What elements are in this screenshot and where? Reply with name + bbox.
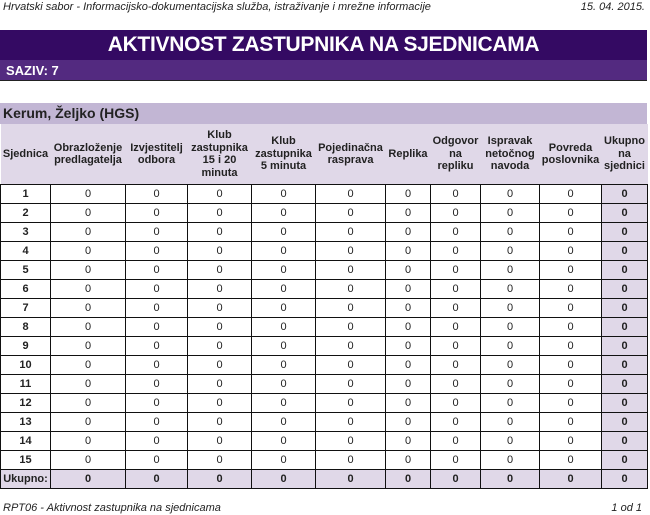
cell-value: 0 <box>126 223 188 242</box>
session-total: 0 <box>602 280 648 299</box>
session-number: 9 <box>1 337 51 356</box>
report-id: RPT06 - Aktivnost zastupnika na sjednicama <box>3 502 221 514</box>
cell-value: 0 <box>540 470 602 489</box>
session-number: 2 <box>1 204 51 223</box>
table-row <box>1 375 648 394</box>
table-row <box>1 451 648 470</box>
cell-value: 0 <box>431 185 481 204</box>
cell-value: 0 <box>252 185 316 204</box>
cell-value: 0 <box>316 185 386 204</box>
cell-value: 0 <box>51 242 126 261</box>
cell-value: 0 <box>431 356 481 375</box>
cell-value: 0 <box>386 337 431 356</box>
session-total: 0 <box>602 299 648 318</box>
cell-value: 0 <box>316 299 386 318</box>
cell-value: 0 <box>540 356 602 375</box>
table-row <box>1 318 648 337</box>
cell-value: 0 <box>540 204 602 223</box>
table-row <box>1 299 648 318</box>
cell-value: 0 <box>316 356 386 375</box>
member-bar <box>0 103 647 124</box>
session-number: 8 <box>1 318 51 337</box>
cell-value: 0 <box>188 318 252 337</box>
cell-value: 0 <box>188 185 252 204</box>
total-row <box>1 470 648 489</box>
column-header: Ispravak netočnog navoda <box>481 124 540 185</box>
cell-value: 0 <box>252 394 316 413</box>
cell-value: 0 <box>540 337 602 356</box>
cell-value: 0 <box>252 432 316 451</box>
session-total: 0 <box>602 318 648 337</box>
session-total: 0 <box>602 204 648 223</box>
cell-value: 0 <box>188 375 252 394</box>
cell-value: 0 <box>386 394 431 413</box>
cell-value: 0 <box>386 413 431 432</box>
session-total: 0 <box>602 451 648 470</box>
cell-value: 0 <box>316 375 386 394</box>
cell-value: 0 <box>386 318 431 337</box>
session-total: 0 <box>602 185 648 204</box>
table-row <box>1 204 648 223</box>
cell-value: 0 <box>431 413 481 432</box>
cell-value: 0 <box>481 356 540 375</box>
cell-value: 0 <box>51 185 126 204</box>
cell-value: 0 <box>431 470 481 489</box>
cell-value: 0 <box>188 204 252 223</box>
cell-value: 0 <box>540 299 602 318</box>
cell-value: 0 <box>51 337 126 356</box>
session-total: 0 <box>602 242 648 261</box>
cell-value: 0 <box>540 185 602 204</box>
cell-value: 0 <box>386 280 431 299</box>
cell-value: 0 <box>51 280 126 299</box>
cell-value: 0 <box>481 470 540 489</box>
cell-value: 0 <box>316 432 386 451</box>
cell-value: 0 <box>431 451 481 470</box>
organization-name: Hrvatski sabor - Informacijsko-dokumentacijska služba, istraživanje i mrežne informacije <box>3 1 431 13</box>
cell-value: 0 <box>51 204 126 223</box>
session-total: 0 <box>602 261 648 280</box>
table-row <box>1 242 648 261</box>
cell-value: 0 <box>540 451 602 470</box>
cell-value: 0 <box>51 413 126 432</box>
session-total: 0 <box>602 223 648 242</box>
cell-value: 0 <box>540 413 602 432</box>
cell-value: 0 <box>188 261 252 280</box>
cell-value: 0 <box>481 223 540 242</box>
cell-value: 0 <box>188 299 252 318</box>
cell-value: 0 <box>51 223 126 242</box>
session-number: 12 <box>1 394 51 413</box>
cell-value: 0 <box>252 451 316 470</box>
session-number: 6 <box>1 280 51 299</box>
page-number: 1 od 1 <box>611 502 642 514</box>
cell-value: 0 <box>51 451 126 470</box>
cell-value: 0 <box>188 280 252 299</box>
cell-value: 0 <box>252 470 316 489</box>
cell-value: 0 <box>481 337 540 356</box>
column-header: Replika <box>386 124 431 185</box>
cell-value: 0 <box>316 204 386 223</box>
cell-value: 0 <box>126 185 188 204</box>
session-total: 0 <box>602 394 648 413</box>
session-number: 3 <box>1 223 51 242</box>
member-name: Kerum, Željko (HGS) <box>3 105 140 121</box>
cell-value: 0 <box>386 375 431 394</box>
cell-value: 0 <box>188 413 252 432</box>
session-number: 10 <box>1 356 51 375</box>
table-row <box>1 261 648 280</box>
cell-value: 0 <box>126 242 188 261</box>
cell-value: 0 <box>540 432 602 451</box>
cell-value: 0 <box>126 413 188 432</box>
column-header: Sjednica <box>1 124 51 185</box>
cell-value: 0 <box>316 337 386 356</box>
column-header: Obrazloženje predlagatelja <box>51 124 126 185</box>
cell-value: 0 <box>431 337 481 356</box>
cell-value: 0 <box>252 413 316 432</box>
cell-value: 0 <box>252 337 316 356</box>
table-row <box>1 337 648 356</box>
cell-value: 0 <box>481 204 540 223</box>
cell-value: 0 <box>126 318 188 337</box>
cell-value: 0 <box>126 204 188 223</box>
activity-table <box>0 124 648 489</box>
cell-value: 0 <box>481 185 540 204</box>
cell-value: 0 <box>481 394 540 413</box>
cell-value: 0 <box>188 451 252 470</box>
cell-value: 0 <box>316 223 386 242</box>
cell-value: 0 <box>316 242 386 261</box>
session-number: 4 <box>1 242 51 261</box>
session-number: 15 <box>1 451 51 470</box>
cell-value: 0 <box>540 242 602 261</box>
cell-value: 0 <box>51 432 126 451</box>
cell-value: 0 <box>386 204 431 223</box>
session-total: 0 <box>602 413 648 432</box>
cell-value: 0 <box>431 318 481 337</box>
cell-value: 0 <box>188 432 252 451</box>
cell-value: 0 <box>540 223 602 242</box>
cell-value: 0 <box>126 432 188 451</box>
cell-value: 0 <box>316 470 386 489</box>
cell-value: 0 <box>481 318 540 337</box>
cell-value: 0 <box>386 432 431 451</box>
cell-value: 0 <box>386 185 431 204</box>
cell-value: 0 <box>252 261 316 280</box>
session-number: 5 <box>1 261 51 280</box>
cell-value: 0 <box>252 318 316 337</box>
session-total: 0 <box>602 432 648 451</box>
cell-value: 0 <box>481 413 540 432</box>
cell-value: 0 <box>481 261 540 280</box>
cell-value: 0 <box>126 451 188 470</box>
cell-value: 0 <box>386 242 431 261</box>
column-header: Klub zastupnika 5 minuta <box>252 124 316 185</box>
cell-value: 0 <box>51 299 126 318</box>
cell-value: 0 <box>431 394 481 413</box>
cell-value: 0 <box>252 280 316 299</box>
cell-value: 0 <box>126 299 188 318</box>
cell-value: 0 <box>316 451 386 470</box>
table-header-row <box>1 124 648 185</box>
cell-value: 0 <box>126 375 188 394</box>
table-row <box>1 280 648 299</box>
column-header: Klub zastupnika 15 i 20 minuta <box>188 124 252 185</box>
cell-value: 0 <box>481 242 540 261</box>
session-number: 11 <box>1 375 51 394</box>
cell-value: 0 <box>188 394 252 413</box>
cell-value: 0 <box>126 356 188 375</box>
cell-value: 0 <box>431 280 481 299</box>
cell-value: 0 <box>51 470 126 489</box>
session-total: 0 <box>602 470 648 489</box>
cell-value: 0 <box>431 242 481 261</box>
saziv-label: SAZIV: 7 <box>6 63 59 78</box>
cell-value: 0 <box>386 261 431 280</box>
cell-value: 0 <box>386 356 431 375</box>
cell-value: 0 <box>386 470 431 489</box>
report-title: AKTIVNOST ZASTUPNIKA NA SJEDNICAMA <box>0 30 647 60</box>
cell-value: 0 <box>540 375 602 394</box>
column-header: Izvjestitelj odbora <box>126 124 188 185</box>
cell-value: 0 <box>316 394 386 413</box>
table-body <box>1 185 648 489</box>
session-number: 7 <box>1 299 51 318</box>
cell-value: 0 <box>51 356 126 375</box>
cell-value: 0 <box>316 318 386 337</box>
saziv-bar <box>0 60 647 81</box>
column-header: Ukupno na sjednici <box>602 124 648 185</box>
table-row <box>1 432 648 451</box>
cell-value: 0 <box>316 413 386 432</box>
cell-value: 0 <box>431 375 481 394</box>
table-row <box>1 356 648 375</box>
cell-value: 0 <box>126 394 188 413</box>
cell-value: 0 <box>481 451 540 470</box>
cell-value: 0 <box>51 261 126 280</box>
cell-value: 0 <box>51 375 126 394</box>
table-row <box>1 413 648 432</box>
session-number: Ukupno: <box>1 470 51 489</box>
cell-value: 0 <box>126 261 188 280</box>
cell-value: 0 <box>386 299 431 318</box>
cell-value: 0 <box>386 451 431 470</box>
cell-value: 0 <box>252 242 316 261</box>
table-row <box>1 223 648 242</box>
cell-value: 0 <box>188 470 252 489</box>
session-total: 0 <box>602 375 648 394</box>
table-row <box>1 394 648 413</box>
cell-value: 0 <box>126 280 188 299</box>
cell-value: 0 <box>431 261 481 280</box>
cell-value: 0 <box>188 242 252 261</box>
cell-value: 0 <box>540 318 602 337</box>
cell-value: 0 <box>126 470 188 489</box>
cell-value: 0 <box>316 261 386 280</box>
cell-value: 0 <box>188 223 252 242</box>
session-total: 0 <box>602 337 648 356</box>
session-number: 1 <box>1 185 51 204</box>
cell-value: 0 <box>51 318 126 337</box>
cell-value: 0 <box>51 394 126 413</box>
cell-value: 0 <box>540 261 602 280</box>
column-header: Odgovor na repliku <box>431 124 481 185</box>
cell-value: 0 <box>540 280 602 299</box>
cell-value: 0 <box>252 299 316 318</box>
cell-value: 0 <box>252 375 316 394</box>
column-header: Pojedinačna rasprava <box>316 124 386 185</box>
cell-value: 0 <box>316 280 386 299</box>
cell-value: 0 <box>252 204 316 223</box>
cell-value: 0 <box>188 356 252 375</box>
cell-value: 0 <box>126 337 188 356</box>
table-row <box>1 185 648 204</box>
cell-value: 0 <box>386 223 431 242</box>
cell-value: 0 <box>431 223 481 242</box>
cell-value: 0 <box>188 337 252 356</box>
cell-value: 0 <box>481 299 540 318</box>
cell-value: 0 <box>431 432 481 451</box>
cell-value: 0 <box>481 375 540 394</box>
cell-value: 0 <box>431 204 481 223</box>
cell-value: 0 <box>481 432 540 451</box>
cell-value: 0 <box>252 223 316 242</box>
column-header: Povreda poslovnika <box>540 124 602 185</box>
cell-value: 0 <box>252 356 316 375</box>
report-date: 15. 04. 2015. <box>580 1 645 13</box>
session-total: 0 <box>602 356 648 375</box>
session-number: 14 <box>1 432 51 451</box>
cell-value: 0 <box>540 394 602 413</box>
cell-value: 0 <box>431 299 481 318</box>
cell-value: 0 <box>481 280 540 299</box>
session-number: 13 <box>1 413 51 432</box>
